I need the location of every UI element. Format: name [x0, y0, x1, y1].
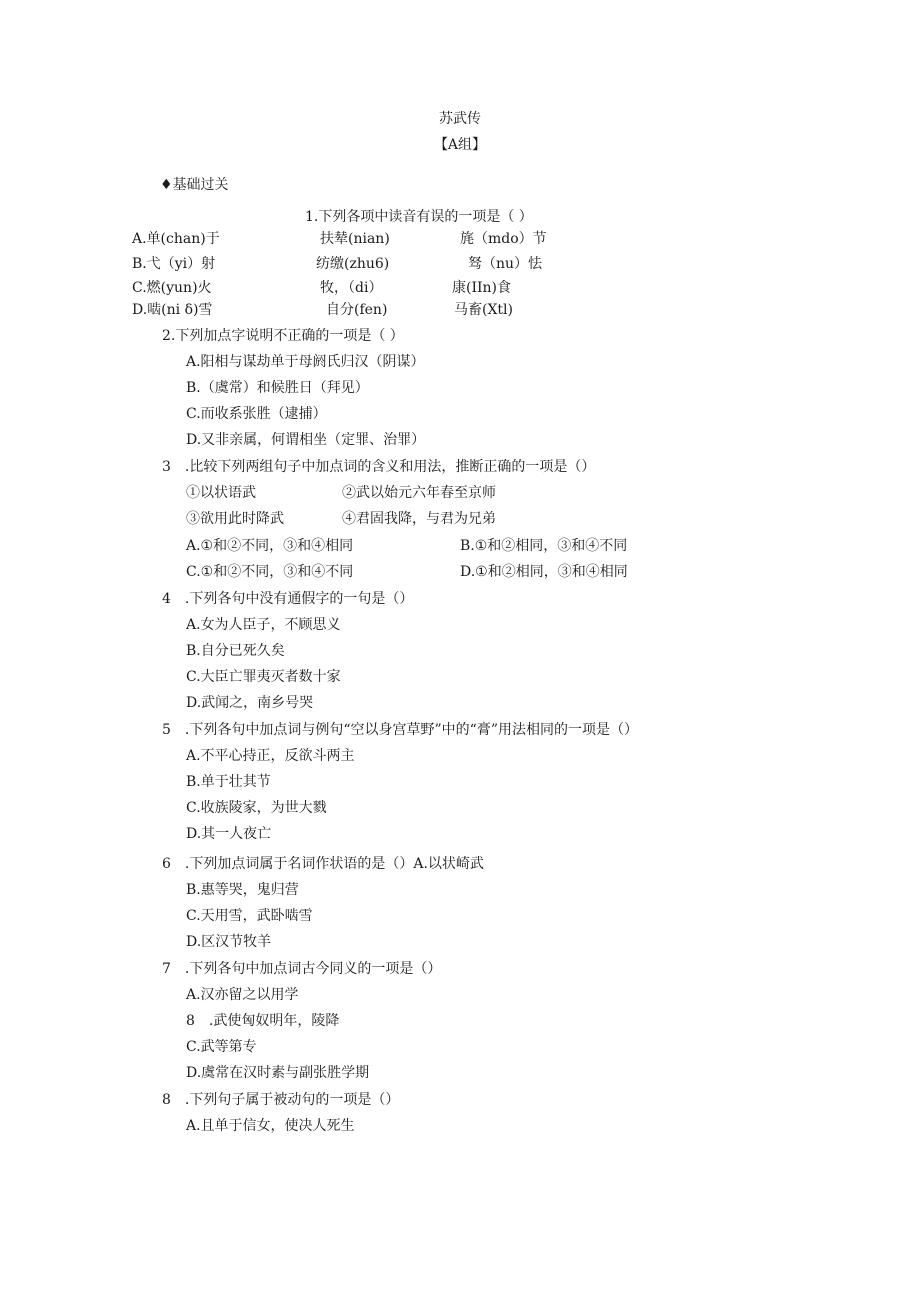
section-heading: ♦基础过关 — [160, 177, 229, 193]
q1-row-d-2: 自分(fen) — [326, 302, 388, 318]
question-2-stem: 2.下列加点字说明不正确的一项是（ ） — [162, 328, 404, 344]
q5-option-a: A.不平心持正，反欲斗两主 — [186, 748, 355, 764]
q1-row-c-3: 康(IIn)食 — [452, 280, 512, 296]
q1-row-b-1: B.弋（yi）射 — [132, 256, 216, 272]
q5-option-b: B.单于壮其节 — [186, 774, 271, 790]
q1-row-a-3: 旄（mdo）节 — [460, 231, 547, 247]
q4-option-c: C.大臣亡罪夷灭者数十家 — [186, 669, 341, 685]
q2-option-a: A.阳相与谋劫单于母阏氏归汉（阴谋） — [186, 354, 425, 370]
question-5-stem: 5 .下列各句中加点词与例句“空以身宫草野”中的“膏”用法相同的一项是（） — [162, 722, 638, 738]
question-7-stem: 7 .下列各句中加点词古今同义的一项是（） — [162, 961, 442, 977]
q2-option-b: B.（虞常）和候胜日（拜见） — [186, 380, 369, 396]
question-1-stem: 1.下列各项中读音有误的一项是（ ） — [305, 209, 533, 225]
q3-option-b: B.①和②相同，③和④不同 — [460, 538, 628, 554]
q1-row-c-1: C.燃(yun)火 — [132, 280, 212, 296]
q7-option-d: D.虞常在汉时素与副张胜学期 — [186, 1065, 370, 1081]
q1-row-d-1: D.啮(ni δ)雪 — [132, 302, 213, 318]
q6-option-b: B.惠等哭，鬼归营 — [186, 882, 299, 898]
q7-option-a: A.汉亦留之以用学 — [186, 987, 299, 1003]
q5-option-c: C.收族陵家，为世大戮 — [186, 800, 327, 816]
question-6-stem: 6 .下列加点词属于名词作状语的是（）A.以状崎武 — [162, 856, 484, 872]
q7-option-c: C.武等第专 — [186, 1039, 257, 1055]
q1-row-d-3: 马畜(Xtl) — [454, 302, 513, 318]
q1-row-c-2: 牧，（di） — [320, 280, 383, 296]
q3-option-d: D.①和②相同，③和④相同 — [460, 564, 628, 580]
question-4-stem: 4 .下列各句中没有通假字的一句是（） — [162, 591, 414, 607]
q4-option-d: D.武闻之，南乡号哭 — [186, 695, 314, 711]
q4-option-a: A.女为人臣子，不顾思义 — [186, 617, 341, 633]
question-3-stem: 3 .比较下列两组句子中加点词的含义和用法，推断正确的一项是（） — [162, 459, 596, 475]
q3-item-3: ③欲用此时降武 — [186, 511, 284, 527]
page-title: 苏武传 — [439, 111, 481, 127]
q1-row-b-2: 纺缴(zhu6) — [316, 256, 390, 272]
q3-option-c: C.①和②不同，③和④不同 — [186, 564, 354, 580]
q3-item-4: ④君固我降，与君为兄弟 — [342, 511, 496, 527]
q1-row-b-3: 驽（nu）怯 — [468, 256, 543, 272]
q1-row-a-2: 扶辇(nian) — [320, 231, 390, 247]
question-8-stem: 8 .下列句子属于被动句的一项是（） — [162, 1092, 400, 1108]
q5-option-d: D.其一人夜亡 — [186, 826, 272, 842]
q6-option-d: D.区汉节牧羊 — [186, 934, 272, 950]
group-heading: 【A组】 — [433, 137, 487, 153]
q3-item-1: ①以状语武 — [186, 485, 256, 501]
q4-option-b: B.自分已死久矣 — [186, 643, 285, 659]
q7-option-b: 8 .武使匈奴明年，陵降 — [186, 1013, 340, 1029]
q1-row-a-1: A.单(chan)于 — [132, 231, 220, 247]
q3-option-a: A.①和②不同，③和④相同 — [186, 538, 354, 554]
q3-item-2: ②武以始元六年春至京师 — [342, 485, 496, 501]
q8-option-a: A.且单于信女，使决人死生 — [186, 1118, 355, 1134]
q6-option-c: C.天用雪，武卧啮雪 — [186, 908, 313, 924]
q2-option-d: D.又非亲属，何谓相坐（定罪、治罪） — [186, 432, 426, 448]
q2-option-c: C.而收系张胜（逮捕） — [186, 406, 327, 422]
